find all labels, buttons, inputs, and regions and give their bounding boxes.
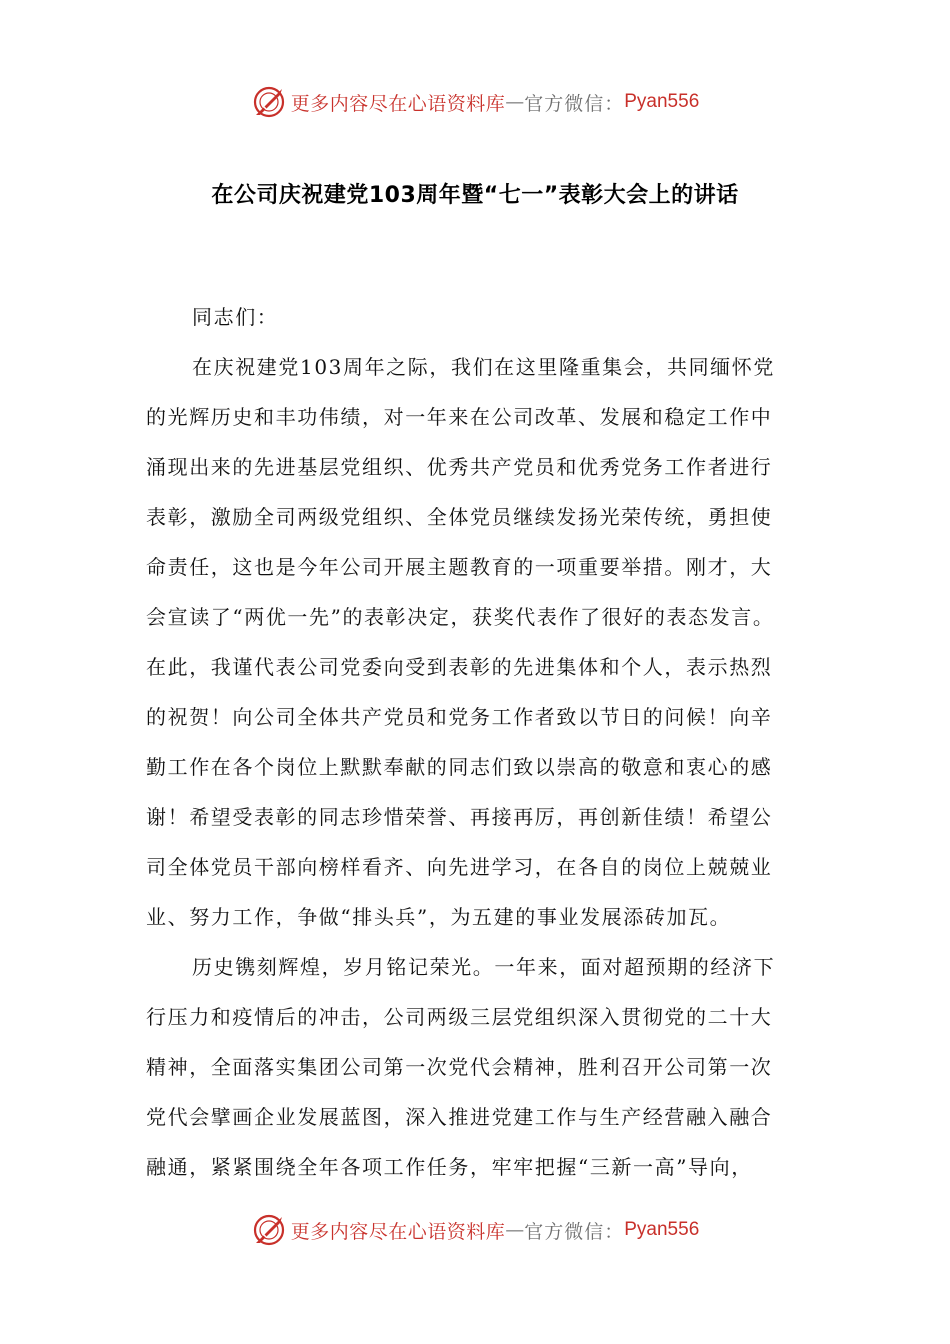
body-line: 的祝贺！向公司全体共产党员和党务工作者致以节日的问候！向辛 (146, 705, 773, 729)
body-line: 谢！希望受表彰的同志珍惜荣誉、再接再厉，再创新佳绩！希望公 (146, 805, 773, 829)
body-line: 勤工作在各个岗位上默默奉献的同志们致以崇高的敬意和衷心的感 (146, 755, 773, 779)
body-line: 表彰，激励全司两级党组织、全体党员继续发扬光荣传统，勇担使 (146, 505, 773, 529)
pen-logo-icon (251, 1212, 287, 1248)
body-line: 业、努力工作，争做“排头兵”，为五建的事业发展添砖加瓦。 (146, 905, 732, 929)
body-line: 司全体党员干部向榜样看齐、向先进学习，在各自的岗位上兢兢业 (146, 855, 773, 879)
header-banner (0, 80, 950, 124)
body-line: 同志们： (192, 305, 279, 329)
pen-logo-icon (251, 84, 287, 120)
banner-wechat-id: Pyan556 (624, 91, 700, 112)
document-body (146, 292, 826, 1192)
body-line: 会宣读了“两优一先”的表彰决定，获奖代表作了很好的表态发言。 (146, 605, 775, 629)
body-line: 在此，我谨代表公司党委向受到表彰的先进集体和个人，表示热烈 (146, 655, 773, 679)
body-line: 行压力和疫情后的冲击，公司两级三层党组织深入贯彻党的二十大 (146, 1005, 773, 1029)
banner-separator: — (505, 1219, 525, 1241)
body-line: 党代会擘画企业发展蓝图，深入推进党建工作与生产经营融入融合 (146, 1105, 773, 1129)
banner-wechat-label: 官方微信： (524, 1220, 625, 1243)
body-line: 历史镌刻辉煌，岁月铭记荣光。一年来，面对超预期的经济下 (192, 955, 776, 979)
banner-wechat-label: 官方微信： (524, 92, 625, 115)
document-title: 在公司庆祝建党103周年暨“七一”表彰大会上的讲话 (211, 183, 739, 208)
body-line: 涌现出来的先进基层党组织、优秀共产党员和优秀党务工作者进行 (146, 455, 773, 479)
banner-promo-text: 更多内容尽在心语资料库 (290, 1220, 506, 1243)
body-line: 融通，紧紧围绕全年各项工作任务，牢牢把握“三新一高”导向， (146, 1155, 753, 1179)
body-line: 的光辉历史和丰功伟绩，对一年来在公司改革、发展和稳定工作中 (146, 405, 773, 429)
body-line: 命责任，这也是今年公司开展主题教育的一项重要举措。刚才，大 (146, 555, 773, 579)
banner-separator: — (505, 91, 525, 113)
banner-wechat-id: Pyan556 (624, 1219, 700, 1240)
body-line: 在庆祝建党103周年之际，我们在这里隆重集会，共同缅怀党 (192, 355, 775, 379)
banner-promo-text: 更多内容尽在心语资料库 (290, 92, 506, 115)
footer-banner (0, 1208, 950, 1252)
body-line: 精神，全面落实集团公司第一次党代会精神，胜利召开公司第一次 (146, 1055, 773, 1079)
